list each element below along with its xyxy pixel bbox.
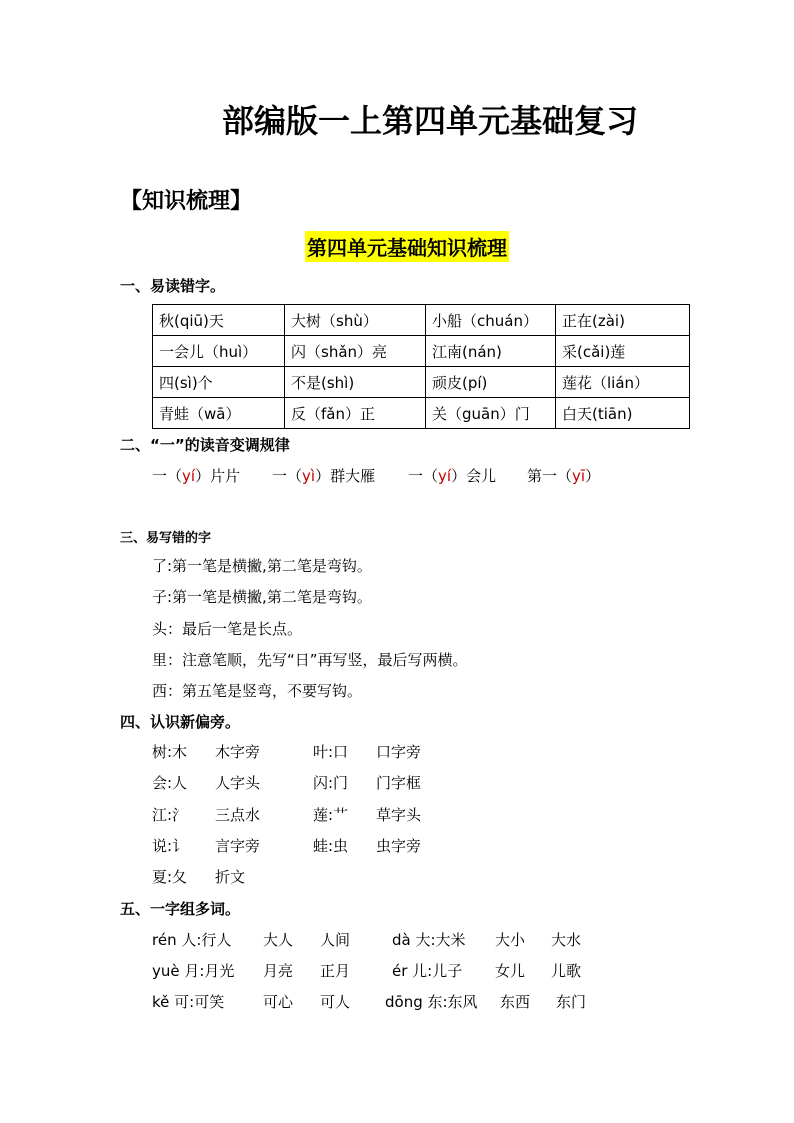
list-item: 里：注意笔顺，先写“日”再写竖，最后写两横。 — [152, 651, 468, 669]
section-3-title: 三、易写错的字 — [120, 531, 212, 546]
radical-char: 叶:口 — [313, 743, 349, 761]
word-group: dà 大:大米 — [392, 931, 466, 949]
word: 大人 — [263, 931, 294, 949]
radical-name: 三点水 — [215, 806, 261, 824]
tone-item: 第一（yī） — [527, 467, 601, 485]
table-cell: 正在(zài) — [556, 305, 690, 336]
table-cell: 江南(nán) — [426, 336, 556, 367]
word: 东西 — [500, 993, 531, 1011]
word: 女儿 — [495, 962, 526, 980]
section-4-title: 四、认识新偏旁。 — [120, 713, 241, 731]
table-cell: 一会儿（huì） — [153, 336, 285, 367]
word: 正月 — [320, 962, 351, 980]
radical-name: 折文 — [215, 868, 246, 886]
knowledge-heading: 【知识梳理】 — [120, 188, 253, 214]
table-cell: 采(cǎi)莲 — [556, 336, 690, 367]
section-5-title: 五、一字组多词。 — [120, 900, 241, 918]
word-group: dōng 东:东风 — [385, 993, 478, 1011]
table-cell: 不是(shì) — [285, 367, 426, 398]
radical-char: 夏:夂 — [152, 868, 188, 886]
word-group: kě 可:可笑 — [152, 993, 225, 1011]
radical-char: 树:木 — [152, 743, 188, 761]
word-group: rén 人:行人 — [152, 931, 232, 949]
word: 可心 — [263, 993, 294, 1011]
table-row — [153, 367, 690, 398]
radical-name: 言字旁 — [215, 837, 261, 855]
table-row — [153, 305, 690, 336]
table-cell: 反（fǎn）正 — [285, 398, 426, 429]
radical-char: 蛙:虫 — [313, 837, 349, 855]
word: 月亮 — [263, 962, 294, 980]
radical-name: 口字旁 — [376, 743, 422, 761]
radical-name: 门字框 — [376, 774, 422, 792]
section-1-title: 一、易读错字。 — [120, 277, 226, 295]
radical-char: 会:人 — [152, 774, 188, 792]
word: 可人 — [320, 993, 351, 1011]
table-row — [153, 398, 690, 429]
table-cell: 四(sì)个 — [153, 367, 285, 398]
radical-name: 木字旁 — [215, 743, 261, 761]
tone-item: 一（yí）片片 — [152, 467, 241, 485]
table-cell: 白天(tiān) — [556, 398, 690, 429]
word: 人间 — [320, 931, 351, 949]
word: 儿歌 — [551, 962, 582, 980]
table-cell: 关（guān）门 — [426, 398, 556, 429]
list-item: 头：最后一笔是长点。 — [152, 620, 303, 638]
word: 大水 — [551, 931, 582, 949]
table-cell: 闪（shǎn）亮 — [285, 336, 426, 367]
table-cell: 莲花（lián） — [556, 367, 690, 398]
word: 大小 — [495, 931, 526, 949]
table-cell: 顽皮(pí) — [426, 367, 556, 398]
table-cell: 青蛙（wā） — [153, 398, 285, 429]
radical-name: 虫字旁 — [376, 837, 422, 855]
word-group: yuè 月:月光 — [152, 962, 235, 980]
tone-item: 一（yì）群大雁 — [272, 467, 376, 485]
highlight-heading: 第四单元基础知识梳理 — [305, 231, 509, 262]
radical-char: 莲:艹 — [313, 806, 349, 824]
vocab-table — [152, 304, 690, 429]
word: 东门 — [556, 993, 587, 1011]
table-cell: 秋(qiū)天 — [153, 305, 285, 336]
word-group: ér 儿:儿子 — [392, 962, 463, 980]
list-item: 西：第五笔是竖弯，不要写钩。 — [152, 682, 363, 700]
radical-name: 草字头 — [376, 806, 422, 824]
section-2-title: 二、“一”的读音变调规律 — [120, 436, 290, 454]
list-item: 了:第一笔是横撇,第二笔是弯钩。 — [152, 557, 372, 575]
list-item: 子:第一笔是横撇,第二笔是弯钩。 — [152, 588, 372, 606]
radical-char: 说:讠 — [152, 837, 188, 855]
radical-name: 人字头 — [215, 774, 261, 792]
radical-char: 江:氵 — [152, 806, 188, 824]
tone-item: 一（yí）会儿 — [408, 467, 497, 485]
radical-char: 闪:门 — [313, 774, 349, 792]
table-cell: 小船（chuán） — [426, 305, 556, 336]
table-row — [153, 336, 690, 367]
table-cell: 大树（shù） — [285, 305, 426, 336]
